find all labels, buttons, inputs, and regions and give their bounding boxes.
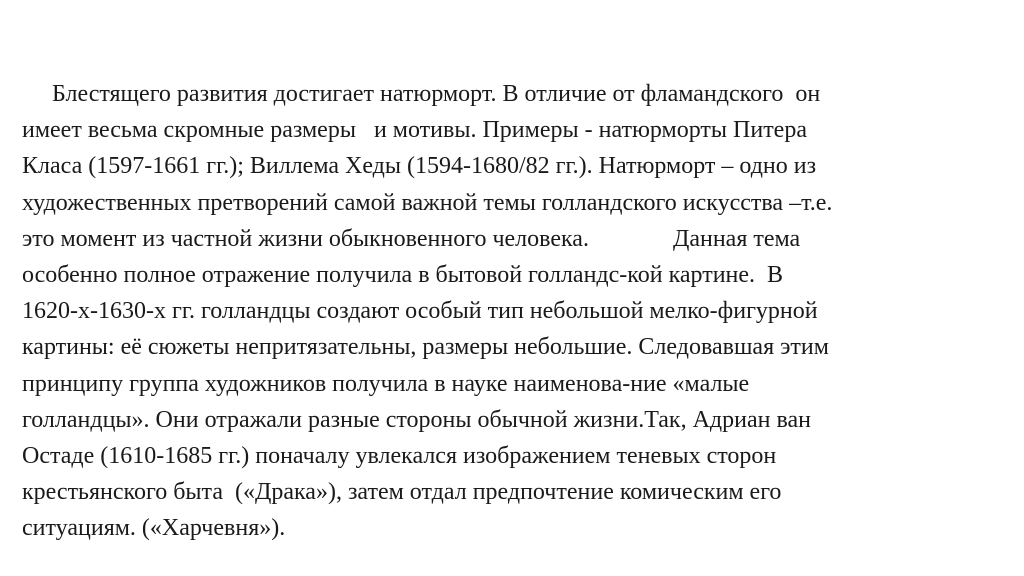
text-line: это момент из частной жизни обыкновенного человека. Данная тема bbox=[22, 225, 801, 252]
text-line: принципу группа художников получила в науке наименова-ние «малые bbox=[22, 370, 750, 397]
text-line: картины: её сюжеты непритязательны, размеры небольшие. Следовавшая этим bbox=[22, 334, 829, 361]
body-paragraph bbox=[22, 76, 1024, 547]
text-line: крестьянского быта («Драка»), затем отдал предпочтение комическим его bbox=[22, 479, 782, 506]
text-line: Класа (1597-1661 гг.); Виллема Хеды (1594-1680/82 гг.). Натюрморт – одно из bbox=[22, 153, 817, 180]
text-line: имеет весьма скромные размеры и мотивы. Примеры - натюрморты Питера bbox=[22, 117, 807, 144]
text-line: 1620-х-1630-х гг. голландцы создают особый тип небольшой мелко-фигурной bbox=[22, 298, 818, 325]
text-line: особенно полное отражение получила в бытовой голландс-кой картине. В bbox=[22, 262, 784, 289]
text-line: ситуациям. («Харчевня»). bbox=[22, 515, 286, 542]
text-line: Блестящего развития достигает натюрморт. В отличие от фламандского он bbox=[22, 81, 821, 107]
text-line: голландцы». Они отражали разные стороны обычной жизни.Так, Адриан ван bbox=[22, 406, 811, 433]
text-line: Остаде (1610-1685 гг.) поначалу увлекался изображением теневых сторон bbox=[22, 443, 777, 470]
text-line: художественных претворений самой важной темы голландского искусства –т.е. bbox=[22, 189, 833, 216]
